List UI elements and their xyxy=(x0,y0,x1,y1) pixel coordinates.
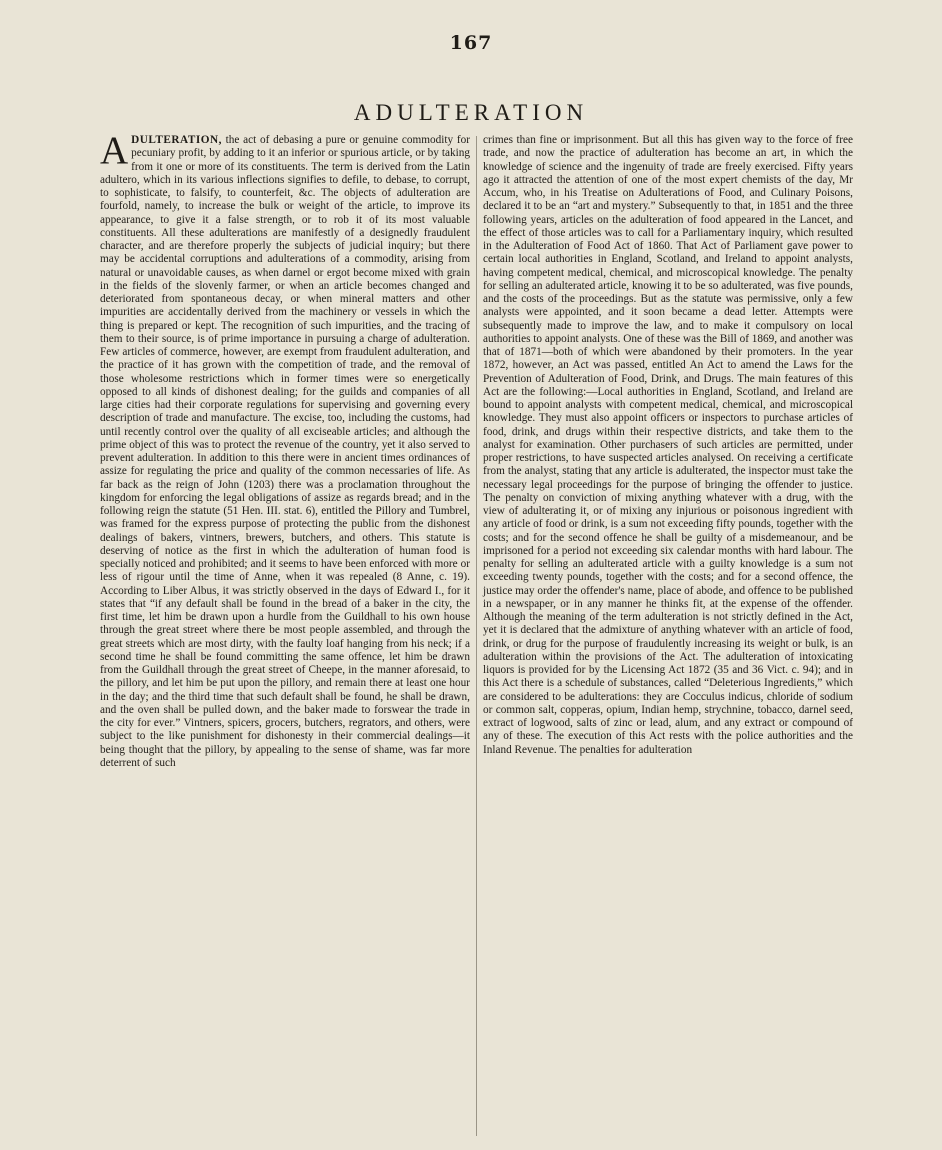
article-title: ADULTERATION xyxy=(353,100,589,125)
right-column-text: crimes than fine or imprisonment. But all this has given way to the force of free trade, and now the practice of adulteration has become an art, in which the knowledge of science and the ingenuity of trade are freely exercised. Fifty years ago it attracted the attention of one of the most expert chemists of the day, Mr Accum, who, in his Treatise on Adulterations of Food, and Culinary Poisons, declared it to be an “art and mystery.” Subsequently to that, in 1851 and the three following years, articles on the adulteration of food appeared in the Lancet, and the effect of those articles was to call for a Parliamentary inquiry, which resulted in the Adulteration of Food Act of 1860. That Act of Parliament gave power to certain local authorities in England, Scotland, and Ireland to appoint analysts, having competent medical, chemical, and microscopical knowledge. The penalty for selling an adulterated article, knowing it to be so adulterated, was five pounds, and the costs of the proceedings. But as the statute was permissive, only a few analysts were appointed, and it soon became a dead letter. Attempts were subsequently made to improve the law, and to make it compulsory on local authorities to appoint analysts. One of these was the Bill of 1869, and another was that of 1871—both of which were abandoned by their promoters. In the year 1872, however, an Act was passed, entitled An Act to amend the Laws for the Prevention of Adulteration of Food, Drink, and Drugs. The main features of this Act are the following:—Local authorities in England, Scotland, and Ireland are bound to appoint analysts with competent medical, chemical, and microscopical knowledge. They must also appoint officers or inspectors to purchase articles of food, drink, and drugs within their respective districts, and take them to the analyst for examination. Other purchasers of such articles are permitted, under proper restrictions, to have suspected articles analysed. On receiving a certificate from the analyst, stating that any article is adulterated, the inspector must take the necessary legal proceedings for the purpose of bringing the offender to justice. The penalty on conviction of mixing anything whatever with a drug, with the view of adulterating it, or of mixing any injurious or poisonous ingredient with any article of food or drink, is a sum not exceeding fifty pounds, together with the costs; and for the second offence he shall be guilty of a misdemeanour, and be imprisoned for a period not exceeding six calendar months with hard labour. The penalty for selling an adulterated article with a guilty knowledge is a sum not exceeding twenty pounds, together with the costs; and for a second offence, the justice may order the offender's name, place of abode, and offence to be published in a newspaper, or in any manner he thinks fit, at the expense of the offender. Although the meaning of the term adulteration is not strictly defined in the Act, yet it is declared that the admixture of anything whatever with an article of food, drink, or drug for the purpose of fraudulently increasing its weight or bulk, is an adulteration within the provisions of the Act. The adulteration of intoxicating liquors is provided for by the Licensing Act 1872 (35 and 36 Vict. c. 94); and in this Act there is a schedule of substances, called “Deleterious Ingredients,” which are considered to be adulterations: they are Cocculus indicus, chloride of sodium or common salt, copperas, opium, Indian hemp, strychnine, tobacco, darnel seed, extract of logwood, salts of zinc or lead, alum, and any extract or compound of any of these. The execution of this Act rests with the police authorities and the Inland Revenue. The penalties for adulteration xyxy=(483,134,853,756)
right-column xyxy=(483,134,853,757)
headword: DULTERATION, xyxy=(131,134,222,146)
left-column-paragraph xyxy=(100,129,470,770)
left-column xyxy=(100,129,470,770)
left-column-text: the act of debasing a pure or genuine commodity for pecuniary profit, by adding to it an inferior or spurious article, or by taking from it one or more of its constituents. The term is derived from the Latin adultero, which in its various inflections signifies to defile, to debase, to corrupt, to sophisticate, to falsify, to counterfeit, &c. The objects of adulteration are fourfold, namely, to increase the bulk or weight of the article, to improve its appearance, to give it a false strength, or to rob it of its most valuable constituents. All these adulterations are manifestly of a designedly fraudulent character, and are therefore properly the subjects of judicial inquiry; but there may be accidental corruptions and adulterations of a commodity, arising from natural or unavoidable causes, as when darnel or ergot become mixed with grain in the fields of the slovenly farmer, or when an article becomes changed and deteriorated from spontaneous decay, or when mineral matters and other impurities are accidentally derived from the machinery or vessels in which the thing is prepared or kept. The recognition of such impurities, and the tracing of them to their source, is of prime importance in pursuing a charge of adulteration. Few articles of commerce, however, are exempt from fraudulent adulteration, and the practice of it has grown with the competition of trade, and the removal of those wholesome restrictions which in former times were so energetically opposed to all kinds of dishonest dealing; for the guilds and companies of all large cities had their corporate regulations for supervising and governing every description of trade and manufacture. The excise, too, including the customs, had until recently control over the quality of all exciseable articles; and although the prime object of this was to protect the revenue of the country, yet it also served to prevent adulteration. In addition to this there were in ancient times ordinances of assize for regulating the price and quality of the common necessaries of life. As far back as the reign of John (1203) there was a proclamation throughout the kingdom for enforcing the legal obligations of assize as regards bread; and in the following reign the statute (51 Hen. III. stat. 6), entitled the Pillory and Tumbrel, was framed for the express purpose of protecting the public from the dishonest dealings of bakers, vintners, brewers, butchers, and others. This statute is deserving of notice as the first in which the adulteration of human food is specially noticed and prohibited; and it seems to have been enforced with more or less of rigour until the time of Anne, when it was repealed (8 Anne, c. 19). According to Liber Albus, it was strictly observed in the days of Edward I., for it states that “if any default shall be found in the bread of a baker in the city, the first time, let him be drawn upon a hurdle from the Guildhall to his own house through the great street where there be most people assembled, and through the great streets which are most dirty, with the faulty loaf hanging from his neck; if a second time he shall be found committing the same offence, let him be drawn from the Guildhall through the great street of Cheepe, in the manner aforesaid, to the pillory, and let him be put upon the pillory, and remain there at least one hour in the day; and the third time that such default shall be found, he shall be drawn, and the oven shall be pulled down, and the baker made to forswear the trade in the city for ever.” Vintners, spicers, grocers, butchers, regrators, and others, were subject to the like punishment for dishonesty in their commercial dealings—it being thought that the pillory, by appealing to the sense of shame, was far more deterrent of such xyxy=(100,134,470,769)
column-divider xyxy=(476,136,477,1136)
drop-cap: A xyxy=(100,129,129,172)
page-number: 167 xyxy=(449,32,493,54)
